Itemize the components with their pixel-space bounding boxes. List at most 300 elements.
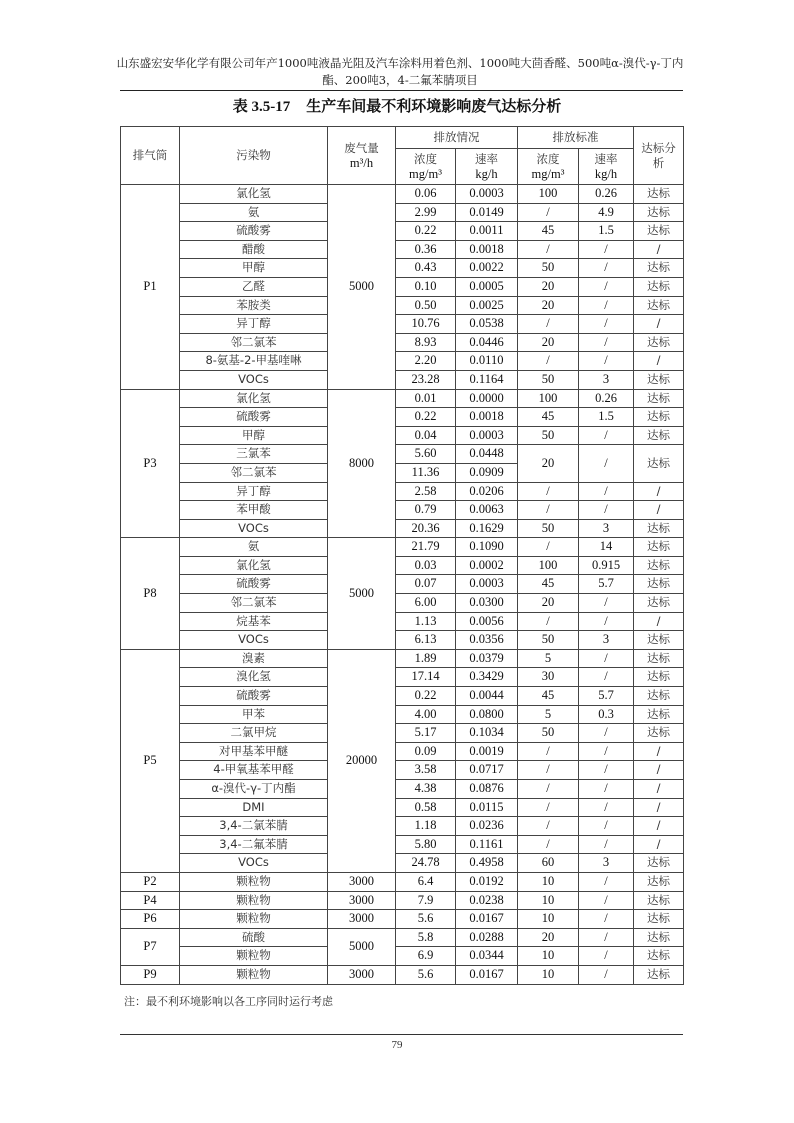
concentration-cell: 5.6 — [396, 910, 456, 929]
concentration-cell: 3.58 — [396, 761, 456, 780]
rate-cell: 0.0448 — [456, 445, 518, 464]
std-rate-cell: / — [579, 445, 634, 482]
header-stack: 排气筒 — [121, 127, 180, 185]
rate-cell: 0.0206 — [456, 482, 518, 501]
table-row — [121, 612, 684, 631]
pollutant-cell: 邻二氯苯 — [180, 463, 328, 482]
std-rate-cell: 1.5 — [579, 408, 634, 427]
header-conc-unit: mg/m³ — [409, 166, 442, 181]
concentration-cell: 17.14 — [396, 668, 456, 687]
concentration-cell: 6.00 — [396, 594, 456, 613]
gas-volume-cell: 20000 — [328, 649, 396, 872]
concentration-cell: 6.4 — [396, 872, 456, 891]
compliance-cell: / — [634, 780, 684, 799]
pollutant-cell: 甲醇 — [180, 426, 328, 445]
std-concentration-cell: 50 — [518, 426, 579, 445]
std-concentration-cell: / — [518, 501, 579, 520]
rate-cell: 0.0167 — [456, 910, 518, 929]
std-rate-cell: / — [579, 277, 634, 296]
std-rate-cell: 4.9 — [579, 203, 634, 222]
std-rate-cell: / — [579, 910, 634, 929]
compliance-cell: 达标 — [634, 296, 684, 315]
header-emission: 排放情况 — [396, 127, 518, 149]
table-body — [121, 185, 684, 985]
header-std-conc-unit: mg/m³ — [531, 166, 565, 181]
std-rate-cell: / — [579, 594, 634, 613]
compliance-cell: 达标 — [634, 538, 684, 557]
rate-cell: 0.0876 — [456, 780, 518, 799]
pollutant-cell: 颗粒物 — [180, 947, 328, 966]
pollutant-cell: 颗粒物 — [180, 891, 328, 910]
concentration-cell: 6.13 — [396, 631, 456, 650]
table-row — [121, 780, 684, 799]
pollutant-cell: 8-氨基-2-甲基喹啉 — [180, 352, 328, 371]
compliance-cell: / — [634, 835, 684, 854]
table-row — [121, 910, 684, 929]
rate-cell: 0.0011 — [456, 222, 518, 241]
pollutant-cell: 邻二氯苯 — [180, 594, 328, 613]
compliance-cell: / — [634, 501, 684, 520]
table-caption — [0, 95, 794, 116]
rate-cell: 0.0288 — [456, 928, 518, 947]
rate-cell: 0.0538 — [456, 315, 518, 334]
running-header: 山东盛宏安华化学有限公司年产1000吨液晶光阻及汽车涂料用着色剂、1000吨大茴香醛、500吨α-溴代-γ-丁内酯、200吨3，4-二氟苯腈项目 — [116, 56, 684, 87]
rate-cell: 0.0717 — [456, 761, 518, 780]
table-row — [121, 742, 684, 761]
std-concentration-cell: 45 — [518, 222, 579, 241]
std-concentration-cell: / — [518, 780, 579, 799]
concentration-cell: 8.93 — [396, 333, 456, 352]
header-conc — [396, 149, 456, 185]
stack-cell: P6 — [121, 910, 180, 929]
std-rate-cell: 0.915 — [579, 556, 634, 575]
rate-cell: 0.0446 — [456, 333, 518, 352]
table-row — [121, 872, 684, 891]
std-concentration-cell: 10 — [518, 872, 579, 891]
stack-cell: P9 — [121, 965, 180, 984]
table-row — [121, 631, 684, 650]
rate-cell: 0.0115 — [456, 798, 518, 817]
compliance-cell: 达标 — [634, 445, 684, 482]
pollutant-cell: VOCs — [180, 519, 328, 538]
concentration-cell: 21.79 — [396, 538, 456, 557]
concentration-cell: 0.03 — [396, 556, 456, 575]
gas-volume-cell: 5000 — [328, 185, 396, 390]
concentration-cell: 5.17 — [396, 724, 456, 743]
std-rate-cell: / — [579, 482, 634, 501]
pollutant-cell: 4-甲氧基苯甲醛 — [180, 761, 328, 780]
std-concentration-cell: / — [518, 538, 579, 557]
compliance-cell: 达标 — [634, 389, 684, 408]
table-row — [121, 854, 684, 873]
std-concentration-cell: / — [518, 835, 579, 854]
stack-cell: P4 — [121, 891, 180, 910]
concentration-cell: 5.60 — [396, 445, 456, 464]
std-rate-cell: / — [579, 780, 634, 799]
table-row — [121, 668, 684, 687]
concentration-cell: 0.10 — [396, 277, 456, 296]
header-rate-label: 速率 — [475, 151, 498, 166]
table-note: 注：最不利环境影响以各工序同时运行考虑 — [124, 995, 333, 1008]
header-std-conc-label: 浓度 — [536, 151, 560, 166]
pollutant-cell: 硫酸雾 — [180, 687, 328, 706]
std-concentration-cell: 20 — [518, 445, 579, 482]
std-concentration-cell: 5 — [518, 649, 579, 668]
pollutant-cell: 甲醇 — [180, 259, 328, 278]
std-concentration-cell: / — [518, 315, 579, 334]
pollutant-cell: 3,4-二氯苯腈 — [180, 817, 328, 836]
table-row — [121, 259, 684, 278]
compliance-cell: / — [634, 240, 684, 259]
stack-cell: P3 — [121, 389, 180, 538]
std-rate-cell: 14 — [579, 538, 634, 557]
gas-volume-cell: 3000 — [328, 872, 396, 891]
std-concentration-cell: / — [518, 203, 579, 222]
pollutant-cell: 氯化氢 — [180, 556, 328, 575]
std-rate-cell: / — [579, 668, 634, 687]
std-concentration-cell: 10 — [518, 891, 579, 910]
table-row — [121, 482, 684, 501]
std-concentration-cell: 20 — [518, 594, 579, 613]
compliance-cell: 达标 — [634, 370, 684, 389]
compliance-cell: / — [634, 612, 684, 631]
concentration-cell: 5.8 — [396, 928, 456, 947]
header-std-rate — [579, 149, 634, 185]
table-row — [121, 556, 684, 575]
compliance-cell: 达标 — [634, 668, 684, 687]
pollutant-cell: 氨 — [180, 203, 328, 222]
std-concentration-cell: 30 — [518, 668, 579, 687]
concentration-cell: 2.58 — [396, 482, 456, 501]
rate-cell: 0.0063 — [456, 501, 518, 520]
pollutant-cell: 苯胺类 — [180, 296, 328, 315]
table-header — [121, 127, 684, 185]
concentration-cell: 1.89 — [396, 649, 456, 668]
compliance-cell: 达标 — [634, 854, 684, 873]
concentration-cell: 0.58 — [396, 798, 456, 817]
pollutant-cell: 醋酸 — [180, 240, 328, 259]
pollutant-cell: 异丁醇 — [180, 482, 328, 501]
rate-cell: 0.0019 — [456, 742, 518, 761]
std-concentration-cell: / — [518, 798, 579, 817]
concentration-cell: 1.13 — [396, 612, 456, 631]
std-rate-cell: / — [579, 649, 634, 668]
std-rate-cell: 1.5 — [579, 222, 634, 241]
std-rate-cell: / — [579, 259, 634, 278]
pollutant-cell: 三氯苯 — [180, 445, 328, 464]
std-rate-cell: / — [579, 352, 634, 371]
concentration-cell: 11.36 — [396, 463, 456, 482]
rate-cell: 0.0002 — [456, 556, 518, 575]
header-result: 达标分析 — [634, 127, 684, 185]
std-rate-cell: / — [579, 612, 634, 631]
compliance-cell: 达标 — [634, 947, 684, 966]
std-concentration-cell: 20 — [518, 928, 579, 947]
compliance-cell: 达标 — [634, 556, 684, 575]
pollutant-cell: 氯化氢 — [180, 185, 328, 204]
compliance-cell: 达标 — [634, 519, 684, 538]
std-concentration-cell: 100 — [518, 389, 579, 408]
gas-volume-cell: 8000 — [328, 389, 396, 538]
table-row — [121, 426, 684, 445]
std-rate-cell: 0.26 — [579, 185, 634, 204]
rate-cell: 0.0300 — [456, 594, 518, 613]
header-rule — [120, 90, 683, 91]
rate-cell: 0.1164 — [456, 370, 518, 389]
header-gas-volume — [328, 127, 396, 185]
std-concentration-cell: 50 — [518, 631, 579, 650]
std-rate-cell: / — [579, 965, 634, 984]
std-rate-cell: / — [579, 872, 634, 891]
footer-rule — [120, 1034, 683, 1035]
header-gas-volume-label: 废气量 — [344, 140, 379, 155]
table-row — [121, 761, 684, 780]
rate-cell: 0.1090 — [456, 538, 518, 557]
table-row — [121, 594, 684, 613]
rate-cell: 0.0356 — [456, 631, 518, 650]
compliance-cell: / — [634, 315, 684, 334]
concentration-cell: 2.99 — [396, 203, 456, 222]
std-concentration-cell: 50 — [518, 259, 579, 278]
std-concentration-cell: 60 — [518, 854, 579, 873]
pollutant-cell: 氯化氢 — [180, 389, 328, 408]
concentration-cell: 4.00 — [396, 705, 456, 724]
compliance-cell: / — [634, 742, 684, 761]
std-rate-cell: 0.3 — [579, 705, 634, 724]
pollutant-cell: 对甲基苯甲醚 — [180, 742, 328, 761]
pollutant-cell: 乙醛 — [180, 277, 328, 296]
std-concentration-cell: / — [518, 742, 579, 761]
std-concentration-cell: / — [518, 612, 579, 631]
table-row — [121, 817, 684, 836]
pollutant-cell: 硫酸 — [180, 928, 328, 947]
compliance-cell: 达标 — [634, 222, 684, 241]
rate-cell: 0.0238 — [456, 891, 518, 910]
table-row — [121, 352, 684, 371]
table-row — [121, 445, 684, 464]
pollutant-cell: 氨 — [180, 538, 328, 557]
gas-volume-cell: 3000 — [328, 910, 396, 929]
header-std-rate-label: 速率 — [594, 151, 618, 166]
stack-cell: P5 — [121, 649, 180, 872]
std-rate-cell: / — [579, 817, 634, 836]
compliance-cell: 达标 — [634, 333, 684, 352]
compliance-cell: / — [634, 761, 684, 780]
header-rate — [456, 149, 518, 185]
page-number: 79 — [391, 1039, 403, 1051]
header-pollutant: 污染物 — [180, 127, 328, 185]
pollutant-cell: 颗粒物 — [180, 872, 328, 891]
pollutant-cell: 邻二氯苯 — [180, 333, 328, 352]
rate-cell: 0.1629 — [456, 519, 518, 538]
table-row — [121, 538, 684, 557]
table-row — [121, 277, 684, 296]
rate-cell: 0.0909 — [456, 463, 518, 482]
pollutant-cell: VOCs — [180, 370, 328, 389]
concentration-cell: 6.9 — [396, 947, 456, 966]
concentration-cell: 0.79 — [396, 501, 456, 520]
table-row — [121, 203, 684, 222]
std-concentration-cell: 20 — [518, 333, 579, 352]
rate-cell: 0.0018 — [456, 240, 518, 259]
std-rate-cell: / — [579, 296, 634, 315]
rate-cell: 0.1034 — [456, 724, 518, 743]
rate-cell: 0.0379 — [456, 649, 518, 668]
rate-cell: 0.0005 — [456, 277, 518, 296]
table-row — [121, 575, 684, 594]
rate-cell: 0.0018 — [456, 408, 518, 427]
std-rate-cell: / — [579, 835, 634, 854]
gas-volume-cell: 5000 — [328, 928, 396, 965]
rate-cell: 0.0149 — [456, 203, 518, 222]
header-gas-volume-unit: m³/h — [349, 155, 374, 170]
rate-cell: 0.0044 — [456, 687, 518, 706]
table-row — [121, 389, 684, 408]
table-row — [121, 519, 684, 538]
concentration-cell: 5.6 — [396, 965, 456, 984]
concentration-cell: 0.22 — [396, 222, 456, 241]
header-conc-label: 浓度 — [414, 151, 437, 166]
table-row — [121, 222, 684, 241]
compliance-cell: / — [634, 817, 684, 836]
table-row — [121, 185, 684, 204]
table-row — [121, 296, 684, 315]
concentration-cell: 20.36 — [396, 519, 456, 538]
rate-cell: 0.1161 — [456, 835, 518, 854]
pollutant-cell: 颗粒物 — [180, 910, 328, 929]
emission-table — [120, 126, 684, 985]
std-concentration-cell: 45 — [518, 575, 579, 594]
concentration-cell: 2.20 — [396, 352, 456, 371]
compliance-cell: 达标 — [634, 575, 684, 594]
rate-cell: 0.0003 — [456, 575, 518, 594]
concentration-cell: 7.9 — [396, 891, 456, 910]
rate-cell: 0.0003 — [456, 185, 518, 204]
compliance-cell: / — [634, 352, 684, 371]
rate-cell: 0.0110 — [456, 352, 518, 371]
std-concentration-cell: 45 — [518, 687, 579, 706]
pollutant-cell: 硫酸雾 — [180, 222, 328, 241]
concentration-cell: 1.18 — [396, 817, 456, 836]
compliance-cell: 达标 — [634, 277, 684, 296]
std-rate-cell: 3 — [579, 519, 634, 538]
concentration-cell: 0.22 — [396, 408, 456, 427]
std-concentration-cell: / — [518, 482, 579, 501]
concentration-cell: 0.01 — [396, 389, 456, 408]
std-concentration-cell: 50 — [518, 370, 579, 389]
stack-cell: P2 — [121, 872, 180, 891]
compliance-cell: 达标 — [634, 185, 684, 204]
rate-cell: 0.0056 — [456, 612, 518, 631]
concentration-cell: 0.09 — [396, 742, 456, 761]
compliance-cell: 达标 — [634, 891, 684, 910]
std-rate-cell: / — [579, 928, 634, 947]
stack-cell: P8 — [121, 538, 180, 650]
rate-cell: 0.4958 — [456, 854, 518, 873]
pollutant-cell: 颗粒物 — [180, 965, 328, 984]
rate-cell: 0.0025 — [456, 296, 518, 315]
std-rate-cell: / — [579, 891, 634, 910]
table-row — [121, 705, 684, 724]
table-row — [121, 891, 684, 910]
rate-cell: 0.0022 — [456, 259, 518, 278]
std-rate-cell: / — [579, 761, 634, 780]
concentration-cell: 4.38 — [396, 780, 456, 799]
std-rate-cell: / — [579, 240, 634, 259]
concentration-cell: 5.80 — [396, 835, 456, 854]
pollutant-cell: DMI — [180, 798, 328, 817]
std-rate-cell: 3 — [579, 854, 634, 873]
std-rate-cell: / — [579, 501, 634, 520]
compliance-cell: 达标 — [634, 408, 684, 427]
header-std-rate-unit: kg/h — [594, 166, 618, 181]
compliance-cell: 达标 — [634, 203, 684, 222]
std-rate-cell: / — [579, 742, 634, 761]
header-rate-unit: kg/h — [475, 166, 498, 181]
concentration-cell: 0.43 — [396, 259, 456, 278]
std-rate-cell: 0.26 — [579, 389, 634, 408]
concentration-cell: 0.04 — [396, 426, 456, 445]
concentration-cell: 23.28 — [396, 370, 456, 389]
std-concentration-cell: 10 — [518, 965, 579, 984]
table-row — [121, 315, 684, 334]
std-concentration-cell: 20 — [518, 296, 579, 315]
table-number: 表 3.5-17 — [232, 99, 291, 115]
rate-cell: 0.0192 — [456, 872, 518, 891]
rate-cell: 0.0167 — [456, 965, 518, 984]
concentration-cell: 0.22 — [396, 687, 456, 706]
pollutant-cell: 硫酸雾 — [180, 408, 328, 427]
std-concentration-cell: 50 — [518, 519, 579, 538]
concentration-cell: 24.78 — [396, 854, 456, 873]
std-rate-cell: 3 — [579, 370, 634, 389]
pollutant-cell: 异丁醇 — [180, 315, 328, 334]
rate-cell: 0.3429 — [456, 668, 518, 687]
std-concentration-cell: 20 — [518, 277, 579, 296]
gas-volume-cell: 3000 — [328, 891, 396, 910]
table-row — [121, 370, 684, 389]
compliance-cell: 达标 — [634, 965, 684, 984]
rate-cell: 0.0003 — [456, 426, 518, 445]
std-concentration-cell: / — [518, 240, 579, 259]
std-rate-cell: / — [579, 947, 634, 966]
compliance-cell: 达标 — [634, 631, 684, 650]
pollutant-cell: 溴化氢 — [180, 668, 328, 687]
table-row — [121, 501, 684, 520]
std-concentration-cell: / — [518, 352, 579, 371]
stack-cell: P7 — [121, 928, 180, 965]
std-concentration-cell: 10 — [518, 910, 579, 929]
table-row — [121, 835, 684, 854]
table-row — [121, 649, 684, 668]
std-concentration-cell: 10 — [518, 947, 579, 966]
table-row — [121, 724, 684, 743]
compliance-cell: 达标 — [634, 259, 684, 278]
table-title: 生产车间最不利环境影响废气达标分析 — [306, 97, 562, 115]
table-row — [121, 798, 684, 817]
rate-cell: 0.0000 — [456, 389, 518, 408]
compliance-cell: 达标 — [634, 594, 684, 613]
pollutant-cell: 苯甲酸 — [180, 501, 328, 520]
std-rate-cell: / — [579, 724, 634, 743]
pollutant-cell: 烷基苯 — [180, 612, 328, 631]
table-row — [121, 965, 684, 984]
pollutant-cell: 硫酸雾 — [180, 575, 328, 594]
header-std-conc — [518, 149, 579, 185]
table-row — [121, 240, 684, 259]
table-row — [121, 947, 684, 966]
std-rate-cell: / — [579, 426, 634, 445]
